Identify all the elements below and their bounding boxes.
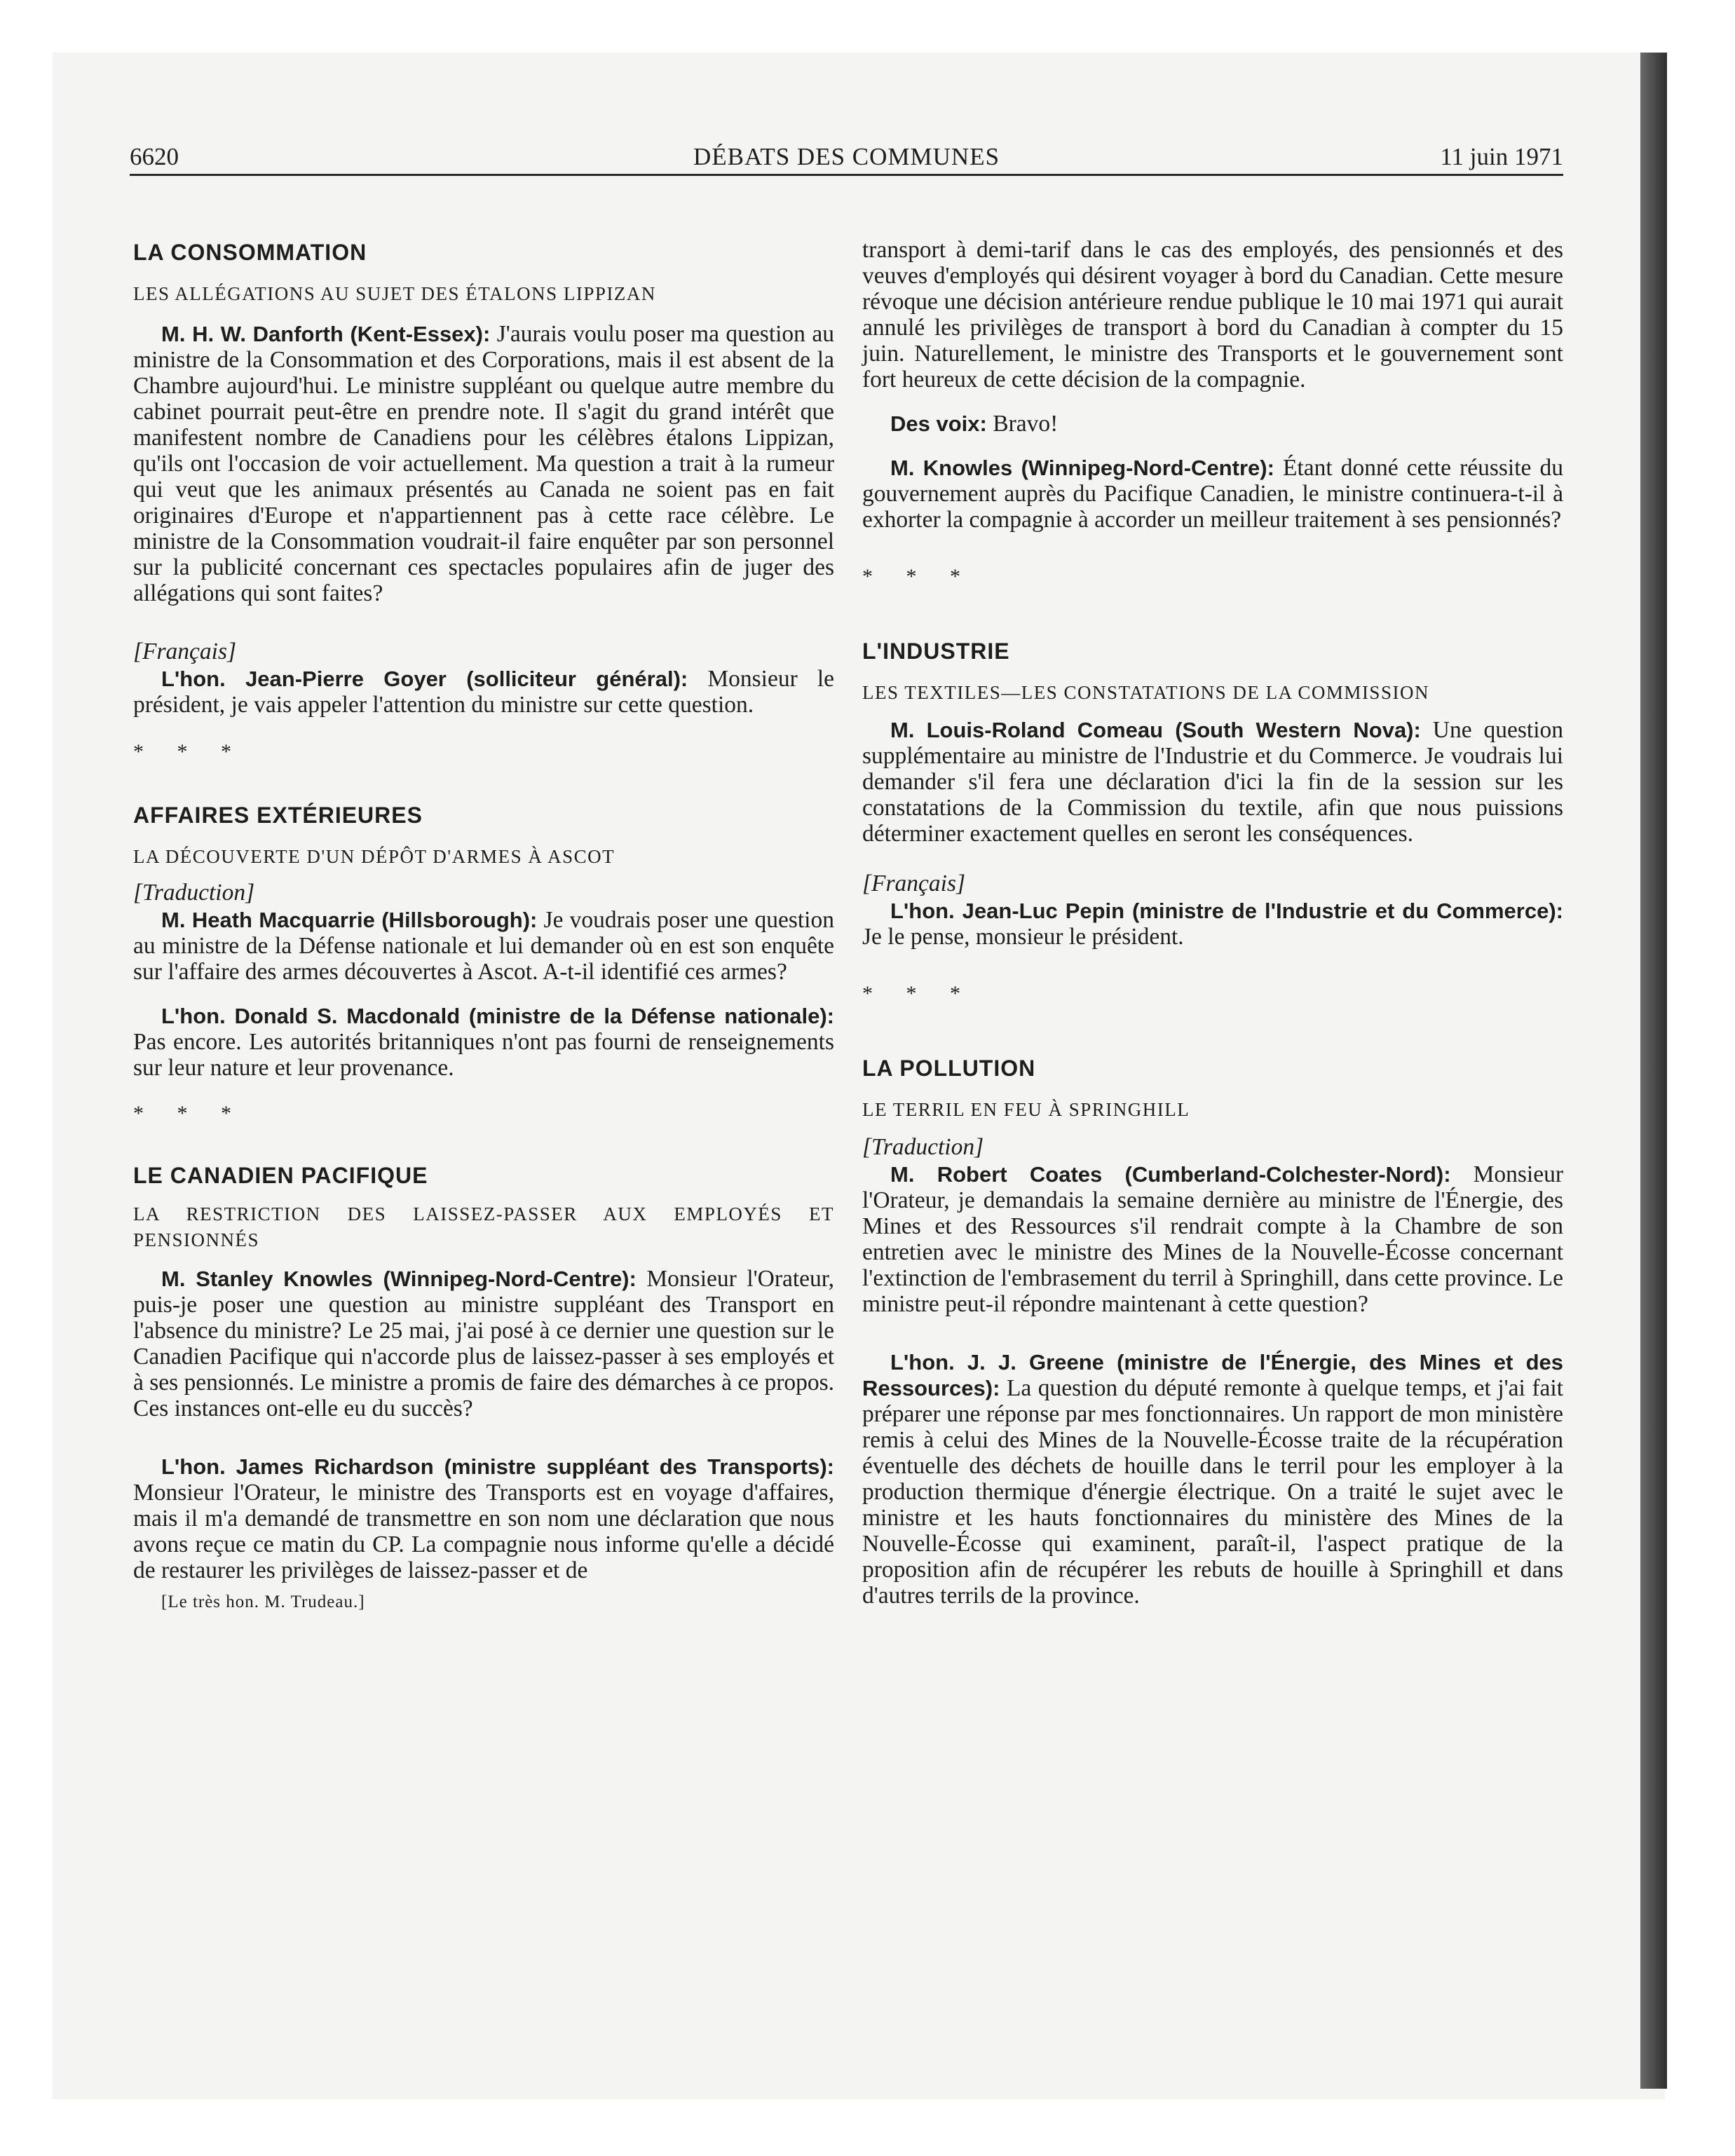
section-subheading: LA RESTRICTION DES LAISSEZ-PASSER AUX EMPLOYÉS ET PENSIONNÉS (133, 1203, 834, 1250)
section-heading: L'INDUSTRIE (862, 639, 1010, 664)
speaker-name: M. Louis-Roland Comeau (South Western Nova): (890, 718, 1421, 742)
section-heading: LE CANADIEN PACIFIQUE (133, 1163, 428, 1188)
section-separator: * * * (862, 982, 974, 1005)
publication-title: DÉBATS DES COMMUNES (693, 143, 1000, 170)
speech-text: Monsieur l'Orateur, le ministre des Transports est en voyage d'affaires, mais il m'a demandé de transmettre en son nom une déclaration que nous avons reçue ce matin du CP. La compagnie nous informe qu'elle a décidé de restaurer les privilèges de laissez-passer et de (133, 1480, 834, 1583)
speech-text: Je voudrais poser une question au ministre de la Défense nationale et lui demander où en est son enquête sur l'affaire des armes découvertes à Ascot. A-t-il identifié ces armes? (133, 907, 834, 985)
scan-edge-shadow (1640, 53, 1667, 2089)
speaker-name: M. H. W. Danforth (Kent-Essex): (161, 322, 491, 346)
running-header (130, 140, 1563, 176)
language-marker: [Français] (862, 871, 966, 896)
page-number: 6620 (130, 143, 179, 170)
language-marker: [Traduction] (133, 880, 255, 906)
speech (862, 898, 1563, 950)
speech-text: Monsieur l'Orateur, je demandais la semaine dernière au ministre de l'Énergie, des Mines et des Ressources s'il rendrait compte à la Chambre de son entretien avec le ministre des Mines de la Nouvelle-Écosse concernant l'extinction de l'embrasement du terril à Springhill, dans cette province. Le ministre peut-il répondre maintenant à cette question? (862, 1161, 1564, 1317)
section-subheading: LES ALLÉGATIONS AU SUJET DES ÉTALONS LIPPIZAN (133, 283, 656, 304)
left-column (133, 237, 834, 1615)
speech (862, 455, 1563, 533)
language-marker: [Traduction] (862, 1134, 984, 1160)
speech (133, 666, 834, 718)
speech-text: Je le pense, monsieur le président. (862, 924, 1184, 950)
speech (862, 1349, 1563, 1609)
language-marker: [Français] (133, 639, 237, 664)
speech-text: Étant donné cette réussite du gouvernement auprès du Pacifique Canadien, le ministre continuera-t-il à exhorter la compagnie à accorder un meilleur traitement à ses pensionnés? (862, 455, 1563, 533)
footnote: [Le très hon. M. Trudeau.] (161, 1592, 365, 1611)
speech (862, 1161, 1563, 1317)
section-heading: LA POLLUTION (862, 1056, 1036, 1081)
section-separator: * * * (133, 740, 245, 763)
speech-text: La question du député remonte à quelque temps, et j'ai fait préparer une réponse par mes fonctionnaires. Un rapport de mon ministère remis à celui des Mines de la Nouvelle-Écosse traite de la récupération éventuelle des déchets de houille dans le terril pour les employer à la production thermique d'énergie électrique. On a traité le sujet avec le ministre et les hauts fonctionnaires du ministère des Mines de la Nouvelle-Écosse qui examinent, paraît-il, l'aspect pratique de la proposition afin de récupérer les rebuts de houille à Springhill et dans d'autres terrils de la province. (862, 1375, 1564, 1609)
speaker-name: L'hon. Jean-Luc Pepin (ministre de l'Industrie et du Commerce): (890, 899, 1563, 923)
right-column (862, 237, 1563, 1609)
section-subheading: LES TEXTILES—LES CONSTATATIONS DE LA COMMISSION (862, 682, 1429, 703)
speaker-name: Des voix: (890, 411, 987, 436)
speech (133, 1003, 834, 1081)
speaker-name: L'hon. James Richardson (ministre suppléant des Transports): (161, 1454, 834, 1479)
speaker-name: M. Heath Macquarrie (Hillsborough): (161, 908, 538, 932)
speaker-name: M. Robert Coates (Cumberland-Colchester-Nord): (890, 1162, 1451, 1187)
speaker-name: M. Knowles (Winnipeg-Nord-Centre): (890, 456, 1274, 480)
section-separator: * * * (862, 565, 974, 588)
speech-text: Monsieur le président, je vais appeler l'attention du ministre sur cette question. (133, 666, 835, 718)
speech (133, 1454, 834, 1583)
speaker-name: L'hon. J. J. Greene (ministre de l'Énergie, des Mines et des Ressources): (862, 1350, 1563, 1400)
speech-text: Pas encore. Les autorités britanniques n'ont pas fourni de renseignements sur leur nature et leur provenance. (133, 1029, 834, 1081)
section-separator: * * * (133, 1102, 245, 1125)
speech (133, 321, 834, 606)
speech (862, 411, 1563, 437)
section-heading: AFFAIRES EXTÉRIEURES (133, 803, 423, 828)
issue-date: 11 juin 1971 (1440, 143, 1563, 170)
section-heading: LA CONSOMMATION (133, 240, 367, 265)
section-subheading: LA DÉCOUVERTE D'UN DÉPÔT D'ARMES À ASCOT (133, 846, 615, 867)
speaker-name: L'hon. Jean-Pierre Goyer (solliciteur général): (161, 667, 688, 691)
speech-text: Une question supplémentaire au ministre de l'Industrie et du Commerce. Je voudrais lui demander s'il fera une déclaration d'ici la fin de la session sur les constatations de la Commission du textile, afin que nous puissions déterminer exactement quelles en seront les conséquences. (862, 717, 1564, 847)
section-subheading: LE TERRIL EN FEU À SPRINGHILL (862, 1099, 1190, 1120)
speaker-name: M. Stanley Knowles (Winnipeg-Nord-Centre): (161, 1267, 637, 1291)
speaker-name: L'hon. Donald S. Macdonald (ministre de la Défense nationale): (161, 1004, 834, 1028)
speech-text: Monsieur l'Orateur, puis-je poser une question au ministre suppléant des Transport en l'absence du ministre? Le 25 mai, j'ai posé à ce dernier une question sur le Canadien Pacifique qui n'accorde plus de laissez-passer à ses employés et à ses pensionnés. Le ministre a promis de faire des démarches à ce propos. Ces instances ont-elle eu du succès? (133, 1266, 835, 1421)
speech (862, 717, 1563, 847)
speech-text: Bravo! (993, 411, 1059, 437)
speech (133, 1266, 834, 1421)
speech (133, 907, 834, 985)
speech-text: J'aurais voulu poser ma question au ministre de la Consommation et des Corporations, mais il est absent de la Chambre aujourd'hui. Le ministre suppléant ou quelque autre membre du cabinet pourrait peut-être en prendre note. Il s'agit du grand intérêt que manifestent nombre de Canadiens pour les célèbres étalons Lippizan, qu'ils ont l'occasion de voir actuellement. Ma question a trait à la rumeur qui veut que les animaux présentés au Canada ne soient pas en fait originaires d'Europe et n'appartiennent pas à cette race célèbre. Le ministre de la Consommation voudrait-il faire enquêter par son personnel sur la publicité concernant ces spectacles populaires afin de juger des allégations qui sont faites? (133, 321, 835, 606)
speech-continued: transport à demi-tarif dans le cas des employés, des pensionnés et des veuves d'employés qui désirent voyager à bord du Canadian. Cette mesure révoque une décision antérieure rendue publique le 10 mai 1971 qui aurait annulé les privilèges de transport à bord du Canadian à compter du 15 juin. Naturellement, le ministre des Transports et le gouvernement sont fort heureux de cette décision de la compagnie. (862, 237, 1563, 393)
